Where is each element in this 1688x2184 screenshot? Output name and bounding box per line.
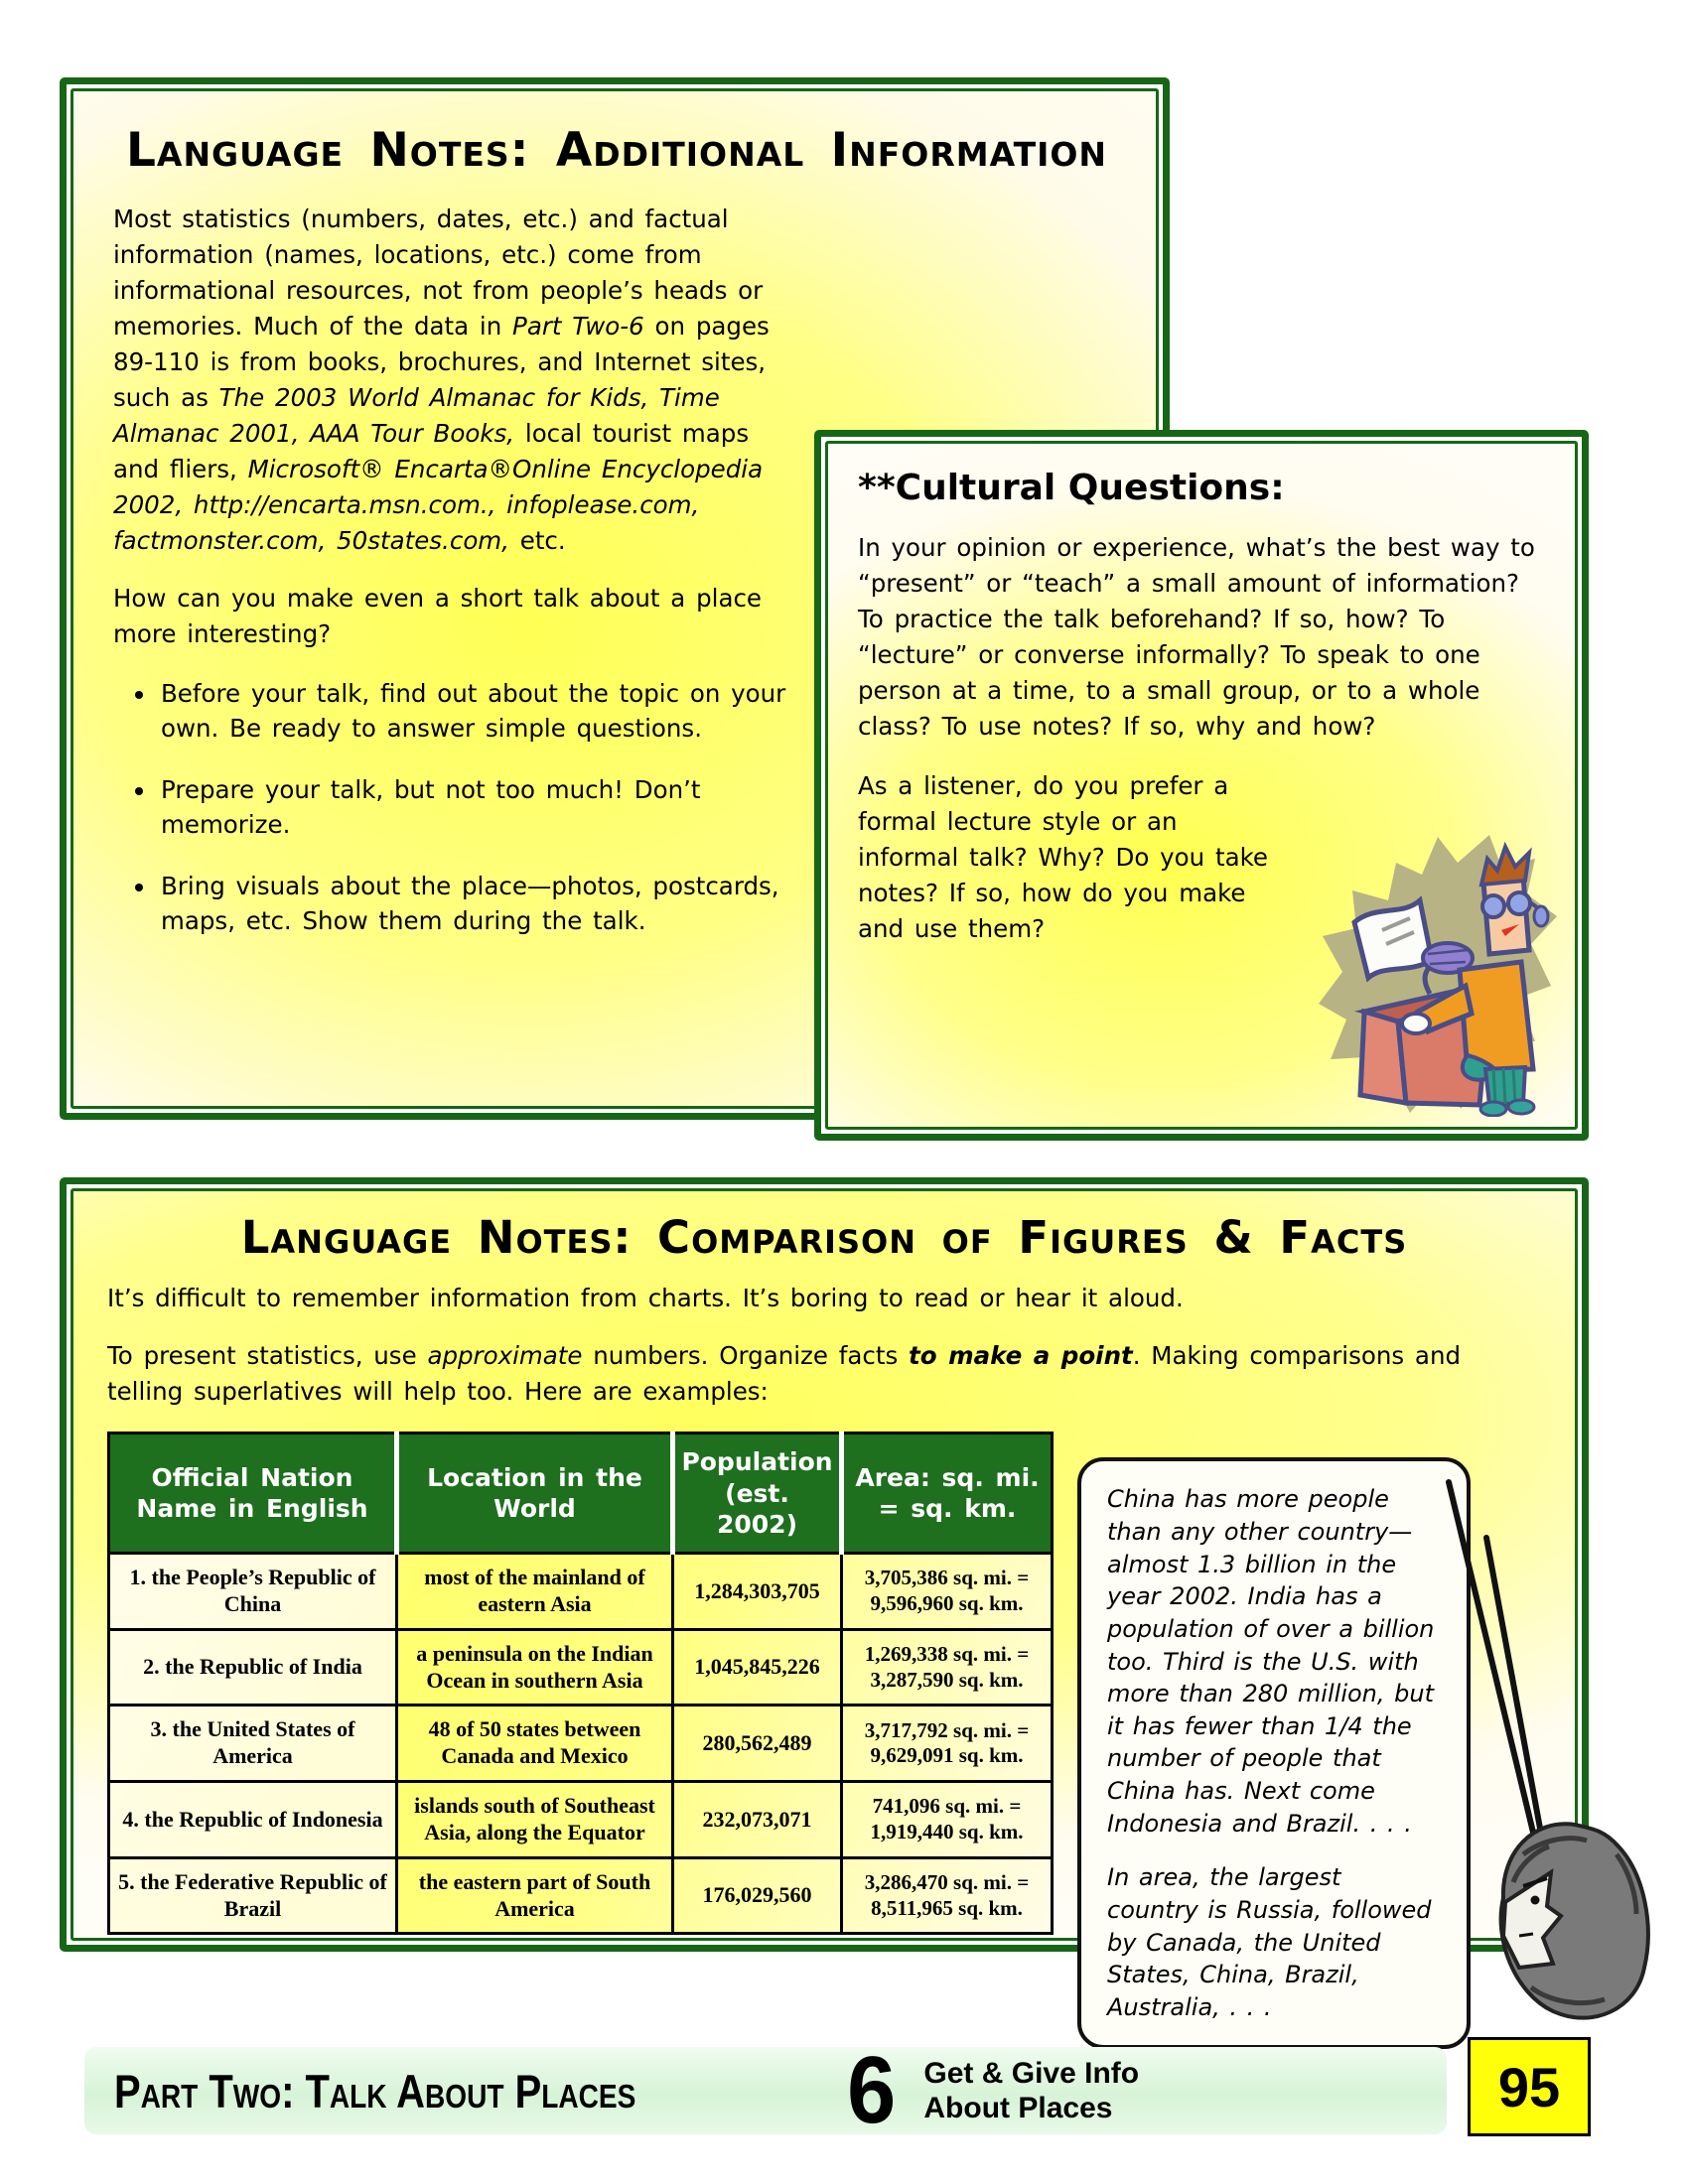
column-header-population: Population (est. 2002) xyxy=(673,1433,842,1554)
para2-bold-italic: to make a point xyxy=(909,1341,1133,1371)
cell-nation: 4. the Republic of Indonesia xyxy=(109,1782,397,1858)
cultural-question-paragraph-2: As a listener, do you prefer a formal lecture style or an informal talk? Why? Do you take notes? If so, how do you make and use them? xyxy=(858,771,1268,943)
chapter-info-line1: Get & Give Info xyxy=(923,2056,1140,2090)
cell-location: 48 of 50 states between Canada and Mexico xyxy=(397,1706,673,1782)
cultural-question-paragraph-1: In your opinion or experience, what’s the best way to “present” or “teach” a small amount of information? To practice the talk beforehand? If so, how? To “lecture” or converse informally? To speak to one person at a time, to a small group, or to a whole class? To use notes? If so, why and how? xyxy=(858,533,1535,741)
cell-area: 3,717,792 sq. mi. = 9,629,091 sq. km. xyxy=(842,1706,1053,1782)
table-and-bubble-row xyxy=(107,1432,1541,2049)
section2-paragraph-2 xyxy=(107,1338,1541,1410)
chapter-info-line2: About Places xyxy=(923,2092,1113,2124)
cell-population: 232,073,071 xyxy=(673,1782,842,1858)
tail-line-outer xyxy=(1449,1482,1542,1869)
speaker-at-podium-illustration xyxy=(1311,819,1559,1117)
cell-area: 3,705,386 sq. mi. = 9,596,960 sq. km. xyxy=(842,1554,1053,1630)
cell-location: islands south of Southeast Asia, along the Equator xyxy=(397,1782,673,1858)
column-header-nation: Official Nation Name in English xyxy=(109,1433,397,1554)
intro-text: etc. xyxy=(508,525,566,555)
speech-bubble-paragraph-2: In area, the largest country is Russia, followed by Canada, the United States, China, Brazil, Australia, . . . xyxy=(1107,1863,1432,2021)
column-header-location: Location in the World xyxy=(397,1433,673,1554)
speaker-shoe-left xyxy=(1480,1102,1506,1116)
page-number-badge: 95 xyxy=(1468,2037,1591,2136)
table-row xyxy=(109,1782,1053,1858)
cell-nation: 1. the People’s Republic of China xyxy=(109,1554,397,1630)
section-comparison-inner xyxy=(70,1188,1578,2021)
section2-paragraph-1: It’s difficult to remember information from charts. It’s boring to read or hear it aloud. xyxy=(107,1284,1184,1313)
cell-population: 280,562,489 xyxy=(673,1706,842,1782)
cultural-questions-box xyxy=(814,430,1589,1141)
glasses-lens-right xyxy=(1508,892,1530,914)
nations-comparison-table xyxy=(107,1432,1054,1935)
chapter-info xyxy=(923,2056,1139,2126)
listener-eye xyxy=(1531,1896,1540,1905)
intro-italic-websites: Microsoft® Encarta®Online Encyclopedia 2002, http://encarta.msn.com., infoplease.com, factmonster.com, 50states.com, xyxy=(113,454,764,555)
speaker-shoe-right xyxy=(1508,1100,1534,1114)
cell-area: 1,269,338 sq. mi. = 3,287,590 sq. km. xyxy=(842,1629,1053,1706)
table-row xyxy=(109,1857,1053,1934)
intro-text: on pages 89-110 is from books, brochures, and Internet sites, such as xyxy=(113,311,770,412)
speaker-ear xyxy=(1534,906,1548,926)
para2-text: To present statistics, use xyxy=(107,1341,428,1371)
intro-text: Most statistics (numbers, dates, etc.) and factual information (names, locations, etc.) come from informational resources, not from people’s heads or memories. Much of the data in xyxy=(113,204,764,341)
table-row xyxy=(109,1629,1053,1706)
intro-text: local tourist maps and fliers, xyxy=(113,418,750,483)
cell-population: 176,029,560 xyxy=(673,1857,842,1934)
cell-location: a peninsula on the Indian Ocean in southern Asia xyxy=(397,1629,673,1706)
table-header xyxy=(109,1433,1053,1554)
cell-population: 1,045,845,226 xyxy=(673,1629,842,1706)
cell-nation: 2. the Republic of India xyxy=(109,1629,397,1706)
listener-illustration xyxy=(1489,1819,1658,2027)
section1-question: How can you make even a short talk about a place more interesting? xyxy=(113,583,763,648)
speech-bubble-paragraph-1: China has more people than any other country—almost 1.3 billion in the year 2002. India has a population of over a billion too. Third is the U.S. with more than 280 million, but it has fewer than 1/4 the number of people that China has. Next come Indonesia and Brazil. . . . xyxy=(1107,1485,1435,1838)
cell-area: 3,286,470 sq. mi. = 8,511,965 sq. km. xyxy=(842,1857,1053,1934)
para2-text: numbers. Organize facts xyxy=(582,1341,910,1371)
section2-title: Language Notes: Comparison of Figures & Facts xyxy=(240,1211,1408,1264)
chapter-number: 6 xyxy=(847,2037,897,2144)
speech-bubble xyxy=(1077,1457,1471,2049)
tip-text: Bring visuals about the place—photos, postcards, maps, etc. Show them during the talk. xyxy=(161,871,779,936)
speaker-hand xyxy=(1402,1014,1430,1033)
cell-location: the eastern part of South America xyxy=(397,1857,673,1934)
glasses-lens-left xyxy=(1482,895,1504,917)
tip-text: Prepare your talk, but not too much! Don’t memorize. xyxy=(161,774,701,840)
part-title: Part Two: Talk About Places xyxy=(114,2064,636,2117)
intro-italic-sources: The 2003 World Almanac for Kids, Time Almanac 2001, AAA Tour Books, xyxy=(113,382,720,448)
listener-mouth xyxy=(1519,1934,1533,1936)
cell-population: 1,284,303,705 xyxy=(673,1554,842,1630)
cell-nation: 3. the United States of America xyxy=(109,1706,397,1782)
para2-text: . Making comparisons and telling superlatives will help too. Here are examples: xyxy=(107,1341,1462,1407)
cultural-questions-title: **Cultural Questions: xyxy=(858,468,1285,508)
footer-bar xyxy=(84,2037,1447,2144)
cultural-questions-inner xyxy=(825,441,1578,1130)
tip-text: Before your talk, find out about the topic on your own. Be ready to answer simple questions. xyxy=(161,678,786,744)
section-comparison-of-figures xyxy=(60,1177,1589,2021)
para2-italic: approximate xyxy=(427,1341,583,1371)
table-row xyxy=(109,1706,1053,1782)
cell-location: most of the mainland of eastern Asia xyxy=(397,1554,673,1630)
section1-title: Language Notes: Additional Information xyxy=(125,123,1108,178)
table-row xyxy=(109,1554,1053,1630)
intro-italic-title: Part Two-6 xyxy=(512,311,644,341)
cell-area: 741,096 sq. mi. = 1,919,440 sq. km. xyxy=(842,1782,1053,1858)
column-header-area: Area: sq. mi. = sq. km. xyxy=(842,1433,1053,1554)
cell-nation: 5. the Federative Republic of Brazil xyxy=(109,1857,397,1934)
